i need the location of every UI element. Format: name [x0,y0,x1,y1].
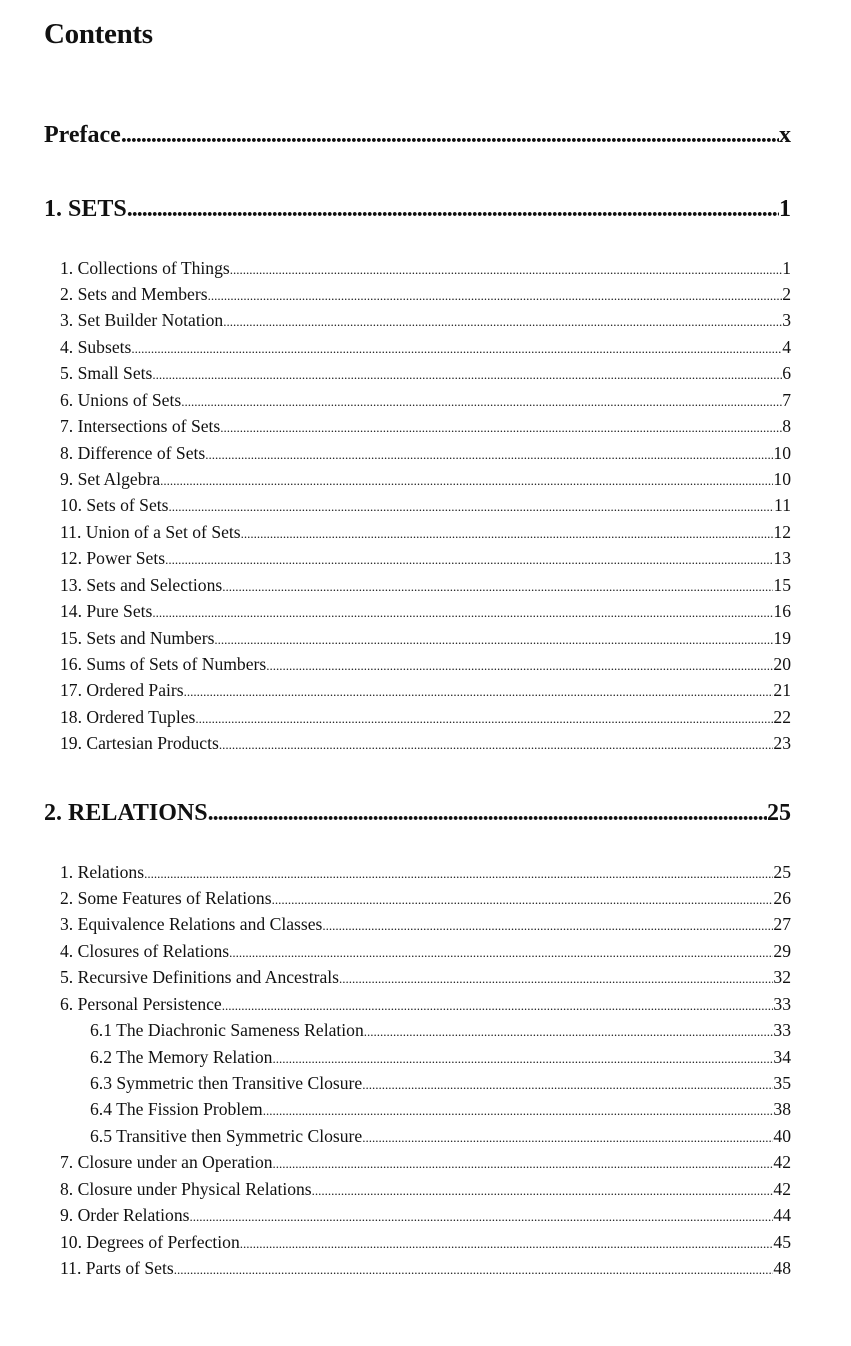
toc-entry[interactable] [60,1258,791,1284]
dot-leader [229,945,773,961]
dot-leader [222,579,773,595]
dot-leader [362,1077,773,1093]
dot-leader [152,605,773,621]
dot-leader [230,262,782,278]
toc-entry-label: 12. Power Sets [60,548,166,568]
toc-entry-label: 3. Set Builder Notation [60,310,224,330]
dot-leader [205,447,773,463]
toc-entry[interactable] [60,522,791,548]
toc-entry-label: 7. Intersections of Sets [60,416,221,436]
toc-page-number: 3 [782,310,791,330]
toc-page-number: 40 [773,1126,791,1146]
toc-entry[interactable] [60,1179,791,1205]
toc-page-number: 26 [773,888,791,908]
dot-leader [222,998,774,1014]
toc-chapter-sets[interactable] [44,196,791,223]
toc-page-number: 45 [773,1232,791,1252]
dot-leader [220,420,782,436]
toc-entry[interactable] [60,363,791,389]
toc-page-number: 21 [773,680,791,700]
toc-page-number: 29 [773,941,791,961]
dot-leader [160,473,773,489]
toc-page-number: 12 [773,522,791,542]
toc-entry[interactable] [60,416,791,442]
dot-leader [263,1103,774,1119]
toc-entry[interactable] [60,390,791,416]
dot-leader [181,394,782,410]
toc-entry-label: 17. Ordered Pairs [60,680,184,700]
toc-page-number: 11 [774,495,791,515]
toc-page-number: 42 [773,1152,791,1172]
toc-page-number: 44 [773,1205,791,1225]
toc-entry-label: 11. Parts of Sets [60,1258,174,1278]
toc-entry[interactable] [60,337,791,363]
dot-leader [165,552,773,568]
toc-entry[interactable] [60,994,791,1020]
page-title: Contents [44,18,153,50]
dot-leader [189,1209,773,1225]
dot-leader [266,658,773,674]
toc-entry[interactable] [60,967,791,993]
toc-entry-label: 4. Subsets [60,337,132,357]
toc-page-number: 35 [773,1073,791,1093]
toc-entry[interactable] [60,707,791,733]
toc-page-number: x [779,122,791,148]
toc-chapter-label: 1. SETS [44,196,127,222]
toc-entry-label: 13. Sets and Selections [60,575,223,595]
toc-entry-label: 2. Sets and Members [60,284,208,304]
dot-leader [312,1183,774,1199]
toc-entry[interactable] [60,654,791,680]
toc-entry[interactable] [60,1152,791,1178]
toc-entry-label: 10. Sets of Sets [60,495,169,515]
toc-page-number: 48 [773,1258,791,1278]
dot-leader [144,866,773,882]
dot-leader [214,632,773,648]
toc-page-number: 2 [782,284,791,304]
dot-leader [241,526,774,542]
dot-leader [208,800,767,827]
toc-page-number: 15 [773,575,791,595]
toc-page-number: 42 [773,1179,791,1199]
toc-entry-label: 11. Union of a Set of Sets [60,522,241,542]
toc-entry-label: 19. Cartesian Products [60,733,219,753]
toc-entry-label: 5. Small Sets [60,363,153,383]
toc-entry[interactable] [60,258,791,284]
toc-page-number: 23 [773,733,791,753]
dot-leader [195,711,773,727]
toc-page-number: 25 [773,862,791,882]
dot-leader [174,1262,774,1278]
toc-entry-label: 9. Set Algebra [60,469,161,489]
toc-entry-label: 5. Recursive Definitions and Ancestrals [60,967,339,987]
toc-page-number: 1 [782,258,791,278]
dot-leader [364,1024,774,1040]
toc-entry[interactable] [60,680,791,706]
toc-entry[interactable] [60,548,791,574]
toc-page-number: 33 [773,1020,791,1040]
toc-entry-label: Preface [44,122,121,148]
toc-entry-label: 3. Equivalence Relations and Classes [60,914,323,934]
toc-entry-label: 10. Degrees of Perfection [60,1232,240,1252]
toc-entry-label: 1. Collections of Things [60,258,230,278]
toc-entry-label: 6. Personal Persistence [60,994,222,1014]
toc-page-number: 25 [767,800,791,826]
toc-page-number: 13 [773,548,791,568]
toc-entry-label: 8. Closure under Physical Relations [60,1179,312,1199]
toc-page-number: 32 [773,967,791,987]
toc-page-number: 4 [782,337,791,357]
dot-leader [272,892,774,908]
toc-entry[interactable] [60,575,791,601]
dot-leader [127,196,779,223]
toc-entry-label: 6. Unions of Sets [60,390,182,410]
dot-leader [223,314,782,330]
dot-leader [121,122,779,149]
toc-page-number: 38 [773,1099,791,1119]
toc-entry[interactable] [60,310,791,336]
dot-leader [362,1130,773,1146]
toc-entry-label: 9. Order Relations [60,1205,190,1225]
toc-entry[interactable] [60,284,791,310]
toc-chapter-label: 2. RELATIONS [44,800,208,826]
toc-entry-label: 6.5 Transitive then Symmetric Closure [90,1126,363,1146]
toc-subentry[interactable] [90,1126,791,1152]
toc-entry[interactable] [60,443,791,469]
dot-leader [208,288,783,304]
toc-entry-label: 4. Closures of Relations [60,941,230,961]
toc-page-number: 10 [773,469,791,489]
toc-entry[interactable] [60,733,791,759]
toc-entry[interactable] [60,1205,791,1231]
toc-entry-label: 6.1 The Diachronic Sameness Relation [90,1020,364,1040]
toc-entry-label: 14. Pure Sets [60,601,153,621]
toc-entry-label: 18. Ordered Tuples [60,707,196,727]
toc-entry[interactable] [60,601,791,627]
toc-page-number: 1 [779,196,791,222]
toc-entry-label: 8. Difference of Sets [60,443,206,463]
toc-entry[interactable] [60,862,791,888]
toc-page-number: 22 [773,707,791,727]
toc-entry[interactable] [60,888,791,914]
dot-leader [272,1051,773,1067]
dot-leader [240,1236,774,1252]
toc-entry[interactable] [60,628,791,654]
toc-entry[interactable] [60,941,791,967]
toc-chapter-relations[interactable] [44,800,791,827]
toc-page-number: 7 [782,390,791,410]
toc-entry-label: 6.3 Symmetric then Transitive Closure [90,1073,363,1093]
toc-entry-label: 16. Sums of Sets of Numbers [60,654,267,674]
toc-entry-label: 6.2 The Memory Relation [90,1047,273,1067]
dot-leader [273,1156,774,1172]
toc-entry-preface[interactable] [44,122,791,149]
dot-leader [339,971,773,987]
toc-entry-label: 2. Some Features of Relations [60,888,272,908]
toc-page-number: 16 [773,601,791,621]
dot-leader [219,737,774,753]
toc-page-number: 33 [773,994,791,1014]
dot-leader [131,341,782,357]
toc-entry-label: 6.4 The Fission Problem [90,1099,263,1119]
dot-leader [169,499,775,515]
toc-subentry[interactable] [90,1020,791,1046]
dot-leader [322,918,773,934]
dot-leader [152,367,782,383]
dot-leader [184,684,774,700]
toc-subentry[interactable] [90,1073,791,1099]
toc-page-number: 10 [773,443,791,463]
toc-page-number: 27 [773,914,791,934]
toc-page-number: 19 [773,628,791,648]
toc-entry-label: 1. Relations [60,862,145,882]
toc-page-number: 20 [773,654,791,674]
toc-entry[interactable] [60,495,791,521]
toc-entry-label: 7. Closure under an Operation [60,1152,273,1172]
toc-page-number: 34 [773,1047,791,1067]
toc-entry[interactable] [60,469,791,495]
toc-subentry[interactable] [90,1099,791,1125]
toc-entry[interactable] [60,1232,791,1258]
toc-page-number: 6 [782,363,791,383]
toc-entry[interactable] [60,914,791,940]
toc-entry-label: 15. Sets and Numbers [60,628,215,648]
toc-page-number: 8 [782,416,791,436]
toc-subentry[interactable] [90,1047,791,1073]
